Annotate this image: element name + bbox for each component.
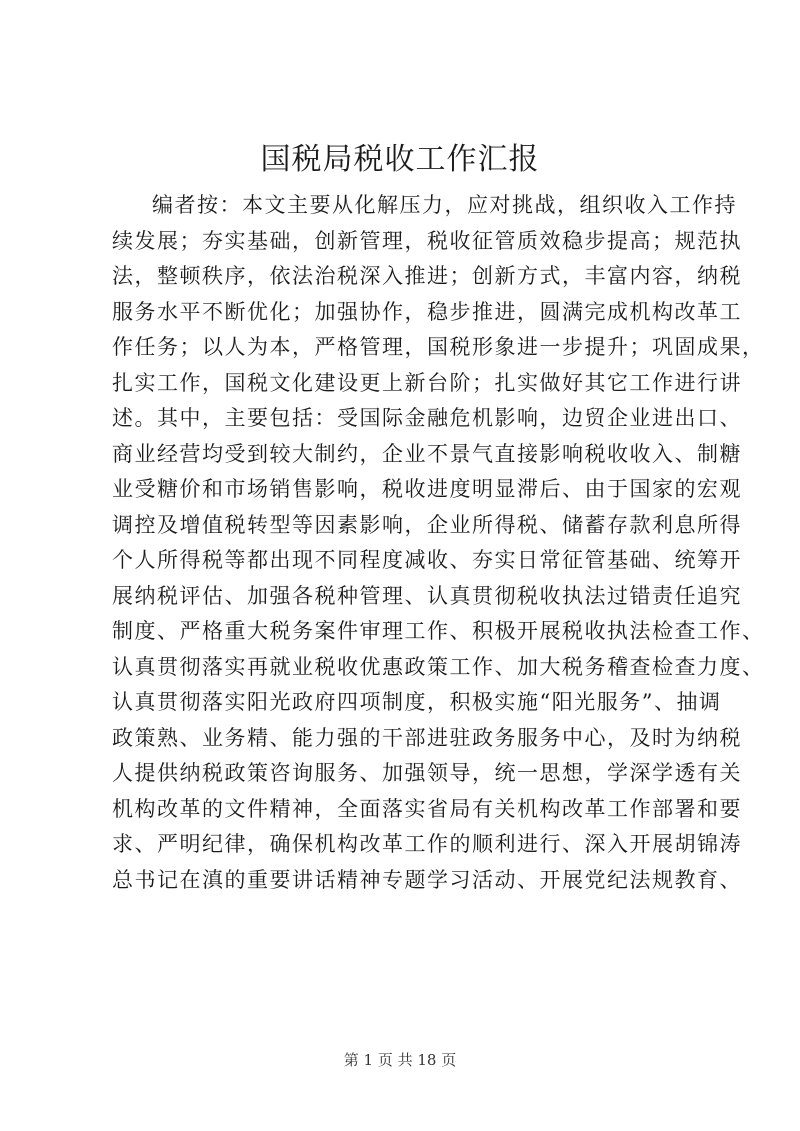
body-line: 编者按：本文主要从化解压力，应对挑战，组织收入工作持 [152,193,737,217]
document-page: 国税局税收工作汇报 编者按：本文主要从化解压力，应对挑战，组织收入工作持 续发展；夯实基础，创新管理，税收征管质效稳步提高；规范执 法，整顿秩序，依法治税深入推进；创新方式，丰富内容，纳税 服务水平不断优化；加强协作，稳步推进，圆满完成机构改革工 作任务；以人为本，严格管理，国税形象进一步提升；巩固成果， 扎实工作，国税文化建设更上新台阶；扎实做好其它工作进行讲 述。其中，主要包括：受国际金融危机影响，边贸企业进出口、 商业经营均受到较大制约，企业不景气直接影响税收收入、制糖 业受糖价和市场销售影响，税收进度明显滞后、由于国家的宏观 调控及增值税转型等因素影响，企业所得税、储蓄存款利息所得 个人所得税等都出现不同程度减收、夯实日常征管基础、统筹开 展纳税评估、加强各税种管理、认真贯彻税收执法过错责任追究 制度、严格重大税务案件审理工作、积极开展税收执法检查工作、 认真贯彻落实再就业税收优惠政策工作、加大税务稽查检查力度、 认真贯彻落实阳光政府四项制度，积极实施“阳光服务”、抽调 政策熟、业务精、能力强的干部进驻政务服务中心，及时为纳税 人提供纳税政策咨询服务、加强领导，统一思想，学深学透有关 机构改革的文件精神，全面落实省局有关机构改革工作部署和要 求、严明纪律，确保机构改革工作的顺利进行、深入开展胡锦涛 总书记在滇的重要讲话精神专题学习活动、开展党纪法规教育、 第 1 页 共 18 页 [0,0,800,1131]
page-footer: 第 1 页 共 18 页 [343,1051,457,1069]
document-title: 国税局税收工作汇报 [260,142,540,177]
